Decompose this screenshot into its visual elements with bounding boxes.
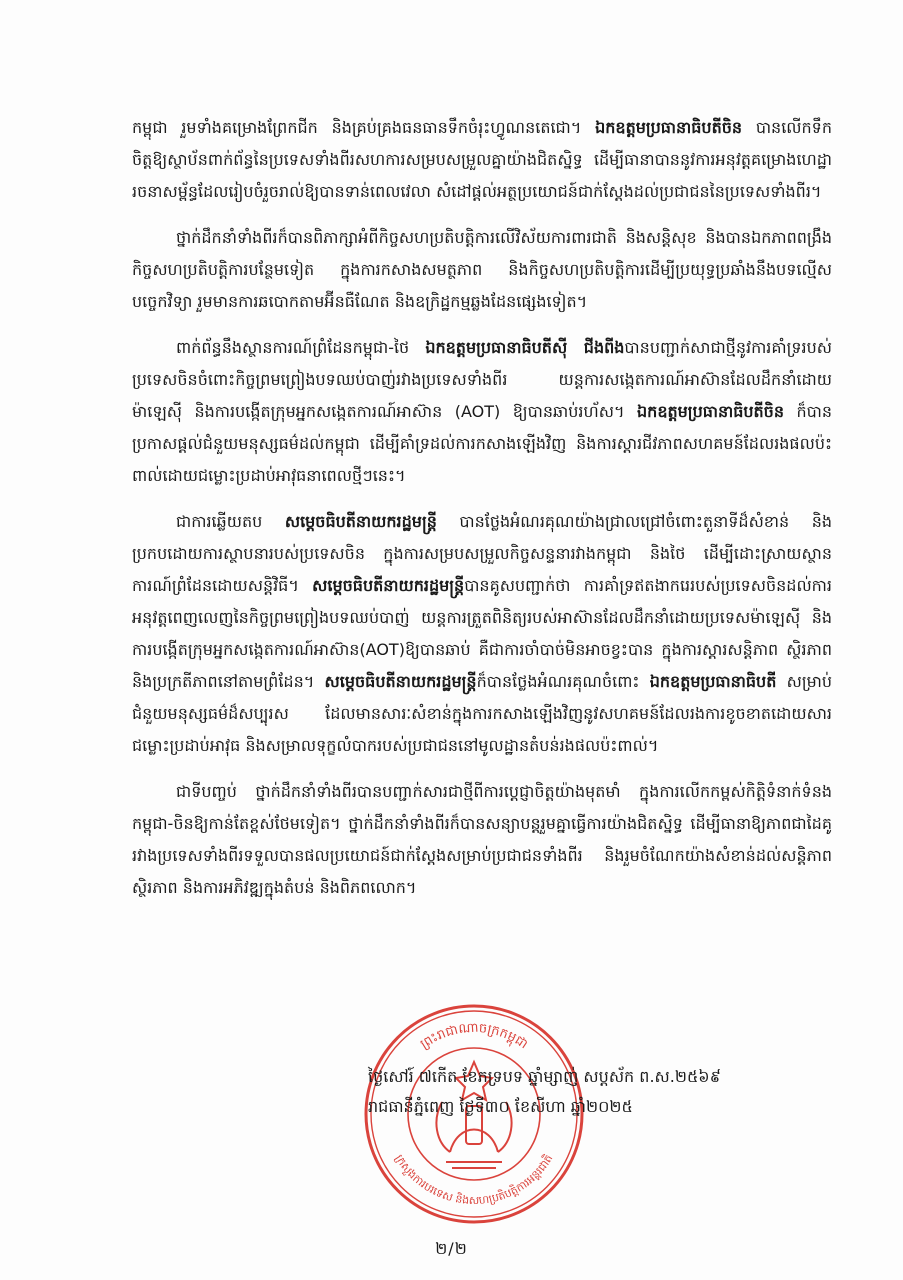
- lunar-date: ថ្ងៃសៅរ៍ ៧កើត ខែភទ្របទ ឆ្នាំម្សាញ់ សប្តស័ក ព.ស.២៥៦៩: [368, 1067, 721, 1086]
- text-run: បានថ្លែងអំណរគុណយ៉ាងជ្រាលជ្រៅចំពោះតួនាទីដ៏សំខាន់ និងប្រកបដោយការស្ថាបនារបស់ប្រទេសចិន ក្នុងការសម្របសម្រួលកិច្ចសន្ទនារវាងកម្ពុជា និងថៃ ដើម្បីដោះស្រាយស្ថានការណ៍ព្រំដែនដោយសន្តិវិធី។: [132, 512, 832, 595]
- bold-title: ឯកឧត្តមប្រធានាធិបតី: [649, 672, 777, 691]
- text-run: កម្ពុជា រួមទាំងគម្រោងព្រែកជីក និងគ្រប់គ្រងធនធានទឹកចំរុះហ្វូណនតេជោ។: [132, 118, 596, 137]
- bold-title: ឯកឧត្តមប្រធានាធិបតីចិន: [637, 402, 784, 421]
- text-run: បានគូសបញ្ជាក់ថា ការគាំទ្រឥតងាករេរបស់ប្រទេសចិនដល់ការអនុវត្តពេញលេញនៃកិច្ចព្រមព្រៀងបទឈប់បាញ់ យន្តការត្រួតពិនិត្យរបស់អាស៊ានដែលដឹកនាំដោយប្រទេសម៉ាឡេស៊ី និងការបង្កើតក្រុមអ្នកសង្កេតការណ៍អាស៊ាន(AOT)ឱ្យបានឆាប់ គឺជាការចាំបាច់មិនអាចខ្វះបាន ក្នុងការស្តារសន្តិភាព ស្ថិរភាព និងប្រក្រតីភាពនៅតាមព្រំដែន។: [132, 576, 832, 691]
- text-run: ជាទីបញ្ចប់ ថ្នាក់ដឹកនាំទាំងពីរបានបញ្ជាក់សារជាថ្មីពីការប្តេជ្ញាចិត្តយ៉ាងមុតមាំ ក្នុងការលើកកម្ពស់កិត្តិទំនាក់ទំនងកម្ពុជា-ចិនឱ្យកាន់តែខ្ពស់ថែមទៀត។ ថ្នាក់ដឹកនាំទាំងពីរក៏បានសន្យាបន្តរួមគ្នាធ្វើការយ៉ាងជិតស្និទ្ធ ដើម្បីធានាឱ្យភាពជាដៃគូរវាងប្រទេសទាំងពីរទទួលបានផលប្រយោជន៍ជាក់ស្តែងសម្រាប់ប្រជាជនទាំងពីរ និងរួមចំណែកយ៉ាងសំខាន់ដល់សន្តិភាព ស្ថិរភាព និងការអភិវឌ្ឍក្នុងតំបន់ និងពិភពលោក។: [132, 782, 832, 897]
- paragraph: [132, 222, 832, 318]
- bold-title: សម្តេចធិបតីនាយករដ្ឋមន្ត្រី: [312, 576, 465, 595]
- solar-date: រាជធានីភ្នំពេញ ថ្ងៃទី៣០ ខែសីហា ឆ្នាំ២០២៥: [368, 1097, 633, 1116]
- seal-top-text: ព្រះរាជាណាចក្រកម្ពុជា: [417, 1020, 531, 1053]
- text-run: ក៏បានប្រកាសផ្តល់ជំនួយមនុស្សធម៌ដល់កម្ពុជា ដើម្បីគាំទ្រដល់ការកសាងឡើងវិញ និងការស្តារជីវភាពសហគមន៍ដែលរងផលប៉ះពាល់ដោយជម្លោះប្រដាប់អាវុធនាពេលថ្មីៗនេះ។: [132, 402, 833, 485]
- text-run: ពាក់ព័ន្ធនឹងស្ថានការណ៍ព្រំដែនកម្ពុជា-ថៃ: [176, 338, 426, 357]
- text-run: ជាការឆ្លើយតប: [176, 512, 285, 531]
- date-signature-block: [368, 1062, 808, 1122]
- page-number: ២/២: [435, 1239, 468, 1258]
- text-run: បានលើកទឹកចិត្តឱ្យស្ថាប័នពាក់ព័ន្ធនៃប្រទេសទាំងពីរសហការសម្របសម្រួលគ្នាយ៉ាងជិតស្និទ្ធ ដើម្បីធានាបាននូវការអនុវត្តគម្រោងហេដ្ឋារចនាសម្ព័ន្ធដែលរៀបចំរួចរាល់ឱ្យបានទាន់ពេលវេលា សំដៅផ្តល់អត្ថប្រយោជន៍ជាក់ស្តែងដល់ប្រជាជននៃប្រទេសទាំងពីរ។: [132, 118, 832, 201]
- text-run: បានបញ្ជាក់សាជាថ្មីនូវការគាំទ្ររបស់ប្រទេសចិនចំពោះកិច្ចព្រមព្រៀងបទឈប់បាញ់រវាងប្រទេសទាំងពីរ យន្តការសង្កេតការណ៍អាស៊ានដែលដឹកនាំដោយម៉ាឡេស៊ី និងការបង្កើតក្រុមអ្នកសង្កេតការណ៍អាស៊ាន (AOT) ឱ្យបានឆាប់រហ័ស។: [132, 338, 832, 421]
- bold-title: ឯកឧត្តមប្រធានាធិបតីចិន: [595, 118, 743, 137]
- paragraph: [132, 332, 832, 492]
- paragraph: [132, 776, 832, 904]
- text-run: សម្រាប់ជំនួយមនុស្សធម៌ដ៏សប្បុរស ដែលមានសារៈសំខាន់ក្នុងការកសាងឡើងវិញនូវសហគមន៍ដែលរងការខូចខាតដោយសារជម្លោះប្រដាប់អាវុធ និងសម្រាលទុក្ខលំបាករបស់ប្រជាជននៅមូលដ្ឋានតំបន់រងផលប៉ះពាល់។: [132, 672, 833, 755]
- bold-title: សម្តេចធិបតីនាយករដ្ឋមន្ត្រី: [324, 672, 477, 691]
- bold-title: ឯកឧត្តមប្រធានាធិបតីស៊ី ជីងពីង: [425, 338, 625, 357]
- seal-bottom-text: ក្រសួងការបរទេស និងសហប្រតិបត្តិការអន្តរជាតិ: [392, 1152, 556, 1208]
- document-body: [132, 112, 832, 918]
- text-run: ក៏បានថ្លែងអំណរគុណចំពោះ: [476, 672, 650, 691]
- paragraph: [132, 506, 832, 762]
- paragraph: [132, 112, 832, 208]
- text-run: ថ្នាក់ដឹកនាំទាំងពីរក៏បានពិភាក្សាអំពីកិច្ចសហប្រតិបត្តិការលើវិស័យការពារជាតិ និងសន្តិសុខ និងបានឯកភាពពង្រឹងកិច្ចសហប្រតិបត្តិការបន្ថែមទៀត ក្នុងការកសាងសមត្ថភាព និងកិច្ចសហប្រតិបត្តិការដើម្បីប្រយុទ្ធប្រឆាំងនឹងបទល្មើសបច្ចេកវិទ្យា រួមមានការឆបោកតាមអ៊ីនធឺណែត និងឧក្រិដ្ឋកម្មឆ្លងដែនផ្សេងទៀត។: [132, 228, 832, 311]
- bold-title: សម្តេចធិបតីនាយករដ្ឋមន្ត្រី: [284, 512, 437, 531]
